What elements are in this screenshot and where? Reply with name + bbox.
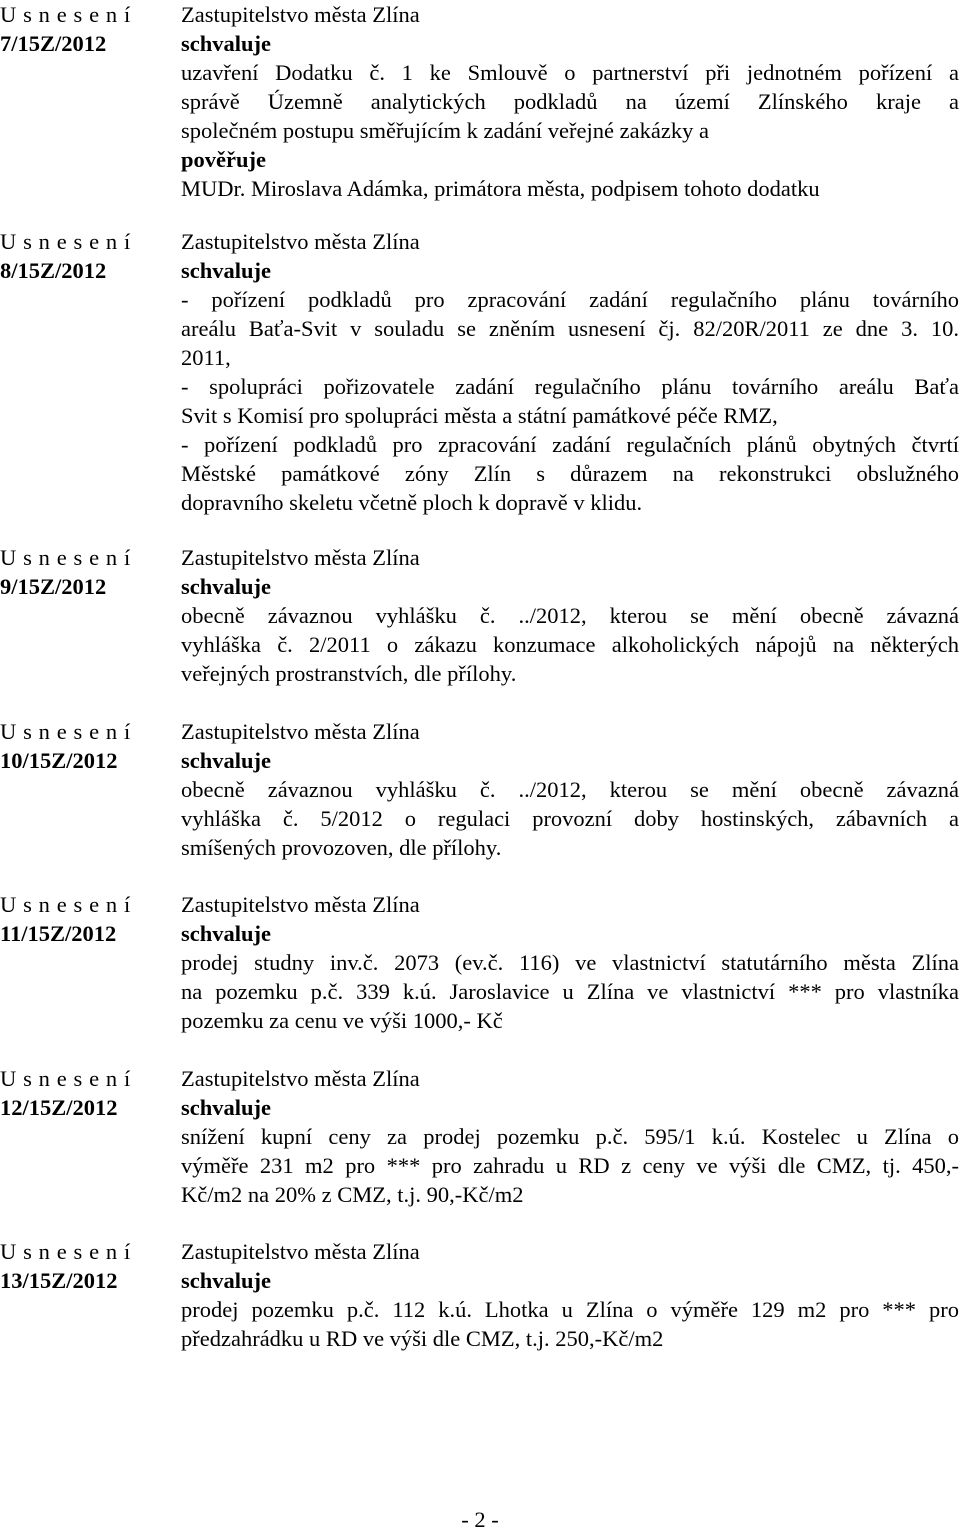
resolution-text-line: obecně závaznou vyhlášku č. ../2012, kterou se mění obecně závazná: [181, 777, 959, 802]
resolution-text-line: výměře 231 m2 pro *** pro zahradu u RD z ceny ve výši dle CMZ, tj. 450,-: [181, 1153, 959, 1178]
resolution-heading: [0, 717, 170, 775]
resolution-number: 11/15Z/2012: [0, 921, 117, 946]
resolution-label: U s n e s e n í: [0, 892, 131, 917]
resolution-body: [181, 890, 959, 1035]
resolution-text-line: uzavření Dodatku č. 1 ke Smlouvě o partnerství při jednotném pořízení a: [181, 60, 959, 85]
resolution-label: U s n e s e n í: [0, 1239, 131, 1264]
page-number: - 2 -: [461, 1507, 499, 1532]
resolution-number: 8/15Z/2012: [0, 258, 107, 283]
resolution-body: [181, 1237, 959, 1353]
resolution-heading: [0, 543, 170, 601]
resolution-text-line: předzahrádku u RD ve výši dle CMZ, t.j. 250,-Kč/m2: [181, 1326, 664, 1351]
approves-keyword: schvaluje: [181, 574, 271, 599]
resolution-text-line: prodej pozemku p.č. 112 k.ú. Lhotka u Zlína o výměře 129 m2 pro *** pro: [181, 1297, 959, 1322]
resolution-heading: [0, 1237, 170, 1295]
resolution-label: U s n e s e n í: [0, 719, 131, 744]
approves-keyword: schvaluje: [181, 1095, 271, 1120]
resolution-label: U s n e s e n í: [0, 229, 131, 254]
approves-keyword: schvaluje: [181, 921, 271, 946]
resolution-label: U s n e s e n í: [0, 2, 131, 27]
resolution-number: 10/15Z/2012: [0, 748, 118, 773]
council-name: Zastupitelstvo města Zlína: [181, 229, 420, 254]
resolution-heading: [0, 890, 170, 948]
resolution-label: U s n e s e n í: [0, 545, 131, 570]
resolution-text-line: prodej studny inv.č. 2073 (ev.č. 116) ve vlastnictví statutárního města Zlína: [181, 950, 959, 975]
council-name: Zastupitelstvo města Zlína: [181, 545, 420, 570]
council-name: Zastupitelstvo města Zlína: [181, 892, 420, 917]
resolution-number: 7/15Z/2012: [0, 31, 107, 56]
resolution-text-line: obecně závaznou vyhlášku č. ../2012, kterou se mění obecně závazná: [181, 603, 959, 628]
authorizes-keyword: pověřuje: [181, 147, 266, 172]
resolution-body: [181, 0, 959, 203]
resolution-text-line: dopravního skeletu včetně ploch k dopravě v klidu.: [181, 490, 643, 515]
resolution-text-line: MUDr. Miroslava Adámka, primátora města, podpisem tohoto dodatku: [181, 176, 820, 201]
approves-keyword: schvaluje: [181, 748, 271, 773]
resolution-text-line: Městské památkové zóny Zlín s důrazem na rekonstrukci obslužného: [181, 461, 959, 486]
resolution-text-line: vyhláška č. 5/2012 o regulaci provozní doby hostinských, zábavních a: [181, 806, 959, 831]
council-name: Zastupitelstvo města Zlína: [181, 1066, 420, 1091]
resolution-text-line: 2011,: [181, 345, 231, 370]
resolution-text-line: společném postupu směřujícím k zadání veřejné zakázky a: [181, 118, 709, 143]
resolution-number: 13/15Z/2012: [0, 1268, 118, 1293]
resolution-text-line: Kč/m2 na 20% z CMZ, t.j. 90,-Kč/m2: [181, 1182, 524, 1207]
resolution-number: 9/15Z/2012: [0, 574, 107, 599]
resolution-text-line: správě Územně analytických podkladů na území Zlínského kraje a: [181, 89, 959, 114]
resolution-number: 12/15Z/2012: [0, 1095, 118, 1120]
resolution-heading: [0, 227, 170, 285]
resolution-text-line: na pozemku p.č. 339 k.ú. Jaroslavice u Zlína ve vlastnictví *** pro vlastníka: [181, 979, 959, 1004]
resolution-text-line: smíšených provozoven, dle přílohy.: [181, 835, 502, 860]
resolution-text-line: - pořízení podkladů pro zpracování zadání regulačních plánů obytných čtvrtí: [181, 432, 959, 457]
resolution-body: [181, 227, 959, 517]
resolution-body: [181, 717, 959, 862]
council-name: Zastupitelstvo města Zlína: [181, 1239, 420, 1264]
resolution-text-line: vyhláška č. 2/2011 o zákazu konzumace alkoholických nápojů na některých: [181, 632, 959, 657]
resolution-text-line: snížení kupní ceny za prodej pozemku p.č. 595/1 k.ú. Kostelec u Zlína o: [181, 1124, 959, 1149]
council-name: Zastupitelstvo města Zlína: [181, 719, 420, 744]
resolution-heading: [0, 0, 170, 58]
resolution-text-line: pozemku za cenu ve výši 1000,- Kč: [181, 1008, 503, 1033]
resolution-body: [181, 1064, 959, 1209]
resolution-text-line: - spolupráci pořizovatele zadání regulačního plánu továrního areálu Baťa: [181, 374, 959, 399]
approves-keyword: schvaluje: [181, 258, 271, 283]
resolution-body: [181, 543, 959, 688]
resolution-text-line: veřejných prostranstvích, dle přílohy.: [181, 661, 517, 686]
resolution-text-line: - pořízení podkladů pro zpracování zadání regulačního plánu továrního: [181, 287, 959, 312]
resolution-text-line: Svit s Komisí pro spolupráci města a státní památkové péče RMZ,: [181, 403, 778, 428]
resolution-text-line: areálu Baťa-Svit v souladu se zněním usnesení čj. 82/20R/2011 ze dne 3. 10.: [181, 316, 959, 341]
approves-keyword: schvaluje: [181, 1268, 271, 1293]
resolution-label: U s n e s e n í: [0, 1066, 131, 1091]
approves-keyword: schvaluje: [181, 31, 271, 56]
resolution-heading: [0, 1064, 170, 1122]
council-name: Zastupitelstvo města Zlína: [181, 2, 420, 27]
